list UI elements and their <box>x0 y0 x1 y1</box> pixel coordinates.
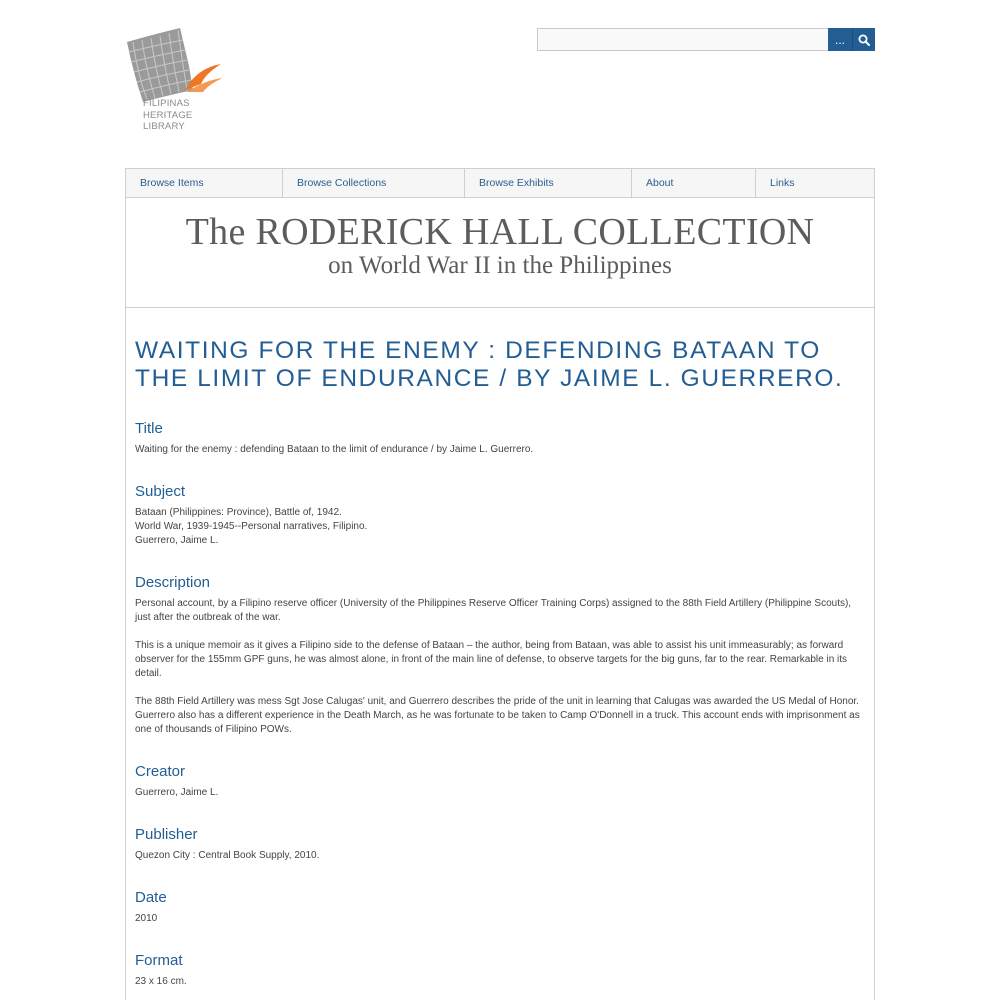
logo-line-2: HERITAGE <box>143 109 193 121</box>
banner-title: The RODERICK HALL COLLECTION <box>185 211 815 253</box>
advanced-search-label: ... <box>834 32 845 47</box>
title-label: Title <box>135 420 163 437</box>
search-form <box>537 28 875 51</box>
description-label: Description <box>135 574 211 591</box>
banner-subtitle: on World War II in the Philippines <box>328 252 672 279</box>
advanced-search-button[interactable] <box>828 28 853 51</box>
item-record <box>126 337 874 989</box>
subject-value: Bataan (Philippines: Province), Battle of, 1942. <box>135 507 342 518</box>
creator-field <box>135 763 865 800</box>
subject-field <box>135 483 865 548</box>
date-field <box>135 889 865 926</box>
format-field <box>135 952 865 989</box>
creator-label: Creator <box>135 763 186 780</box>
search-submit-button[interactable] <box>853 28 875 51</box>
publisher-field <box>135 826 865 863</box>
format-value: 23 x 16 cm. <box>135 976 187 987</box>
publisher-value: Quezon City : Central Book Supply, 2010. <box>135 850 320 861</box>
logo-line-3: LIBRARY <box>143 121 185 132</box>
nav-browse-items[interactable]: Browse Items <box>126 169 283 197</box>
subject-value: World War, 1939-1945--Personal narratives, Filipino. <box>135 521 368 532</box>
search-input[interactable] <box>537 28 828 51</box>
description-field <box>135 574 865 737</box>
search-icon <box>858 34 870 46</box>
nav-links[interactable]: Links <box>770 177 795 189</box>
publisher-label: Publisher <box>135 826 198 843</box>
collection-banner <box>126 197 874 308</box>
subject-label: Subject <box>135 483 186 500</box>
subject-value: Guerrero, Jaime L. <box>135 535 219 546</box>
description-paragraph: Personal account, by a Filipino reserve officer (University of the Philippines Reserve Officer Training Corps) assigned to the 88th Field Artillery (Philippine Scouts), just after the outbreak of the war. <box>135 598 852 623</box>
format-label: Format <box>135 952 183 969</box>
description-values <box>135 597 865 737</box>
item-heading: WAITING FOR THE ENEMY : DEFENDING BATAAN TO THE LIMIT OF ENDURANCE / BY JAIME L. GUERRERO. <box>135 337 844 392</box>
main-navigation <box>125 168 875 198</box>
date-value: 2010 <box>135 913 158 924</box>
creator-value: Guerrero, Jaime L. <box>135 787 219 798</box>
description-paragraph: This is a unique memoir as it gives a Filipino side to the defense of Bataan – the author, being from Bataan, was able to assist his unit immeasurably; as forward observer for the 155mm GPF guns, he was almost alone, in front of the main line of defense, to observe targets for the big guns, far to the rear. Remarkable in its detail. <box>135 640 848 679</box>
subject-values <box>135 506 865 548</box>
title-value: Waiting for the enemy : defending Bataan to the limit of endurance / by Jaime L. Guerrero. <box>135 444 534 455</box>
nav-browse-collections[interactable]: Browse Collections <box>283 169 465 197</box>
logo-wordmark <box>143 98 192 133</box>
date-label: Date <box>135 889 167 906</box>
content-area <box>125 197 875 1000</box>
description-paragraph: The 88th Field Artillery was mess Sgt Jose Calugas' unit, and Guerrero describes the pride of the unit in learning that Calugas was awarded the US Medal of Honor. Guerrero also has a different experience in the Death March, as he was fortunate to be taken to Camp O'Donnell in a truck. This account ends with imprisonment as one of thousands of Filipino POWs. <box>135 696 860 735</box>
nav-about[interactable]: About <box>632 169 756 197</box>
logo-line-1: FILIPINAS <box>143 98 190 109</box>
title-field <box>135 420 865 457</box>
nav-browse-exhibits[interactable]: Browse Exhibits <box>465 169 632 197</box>
